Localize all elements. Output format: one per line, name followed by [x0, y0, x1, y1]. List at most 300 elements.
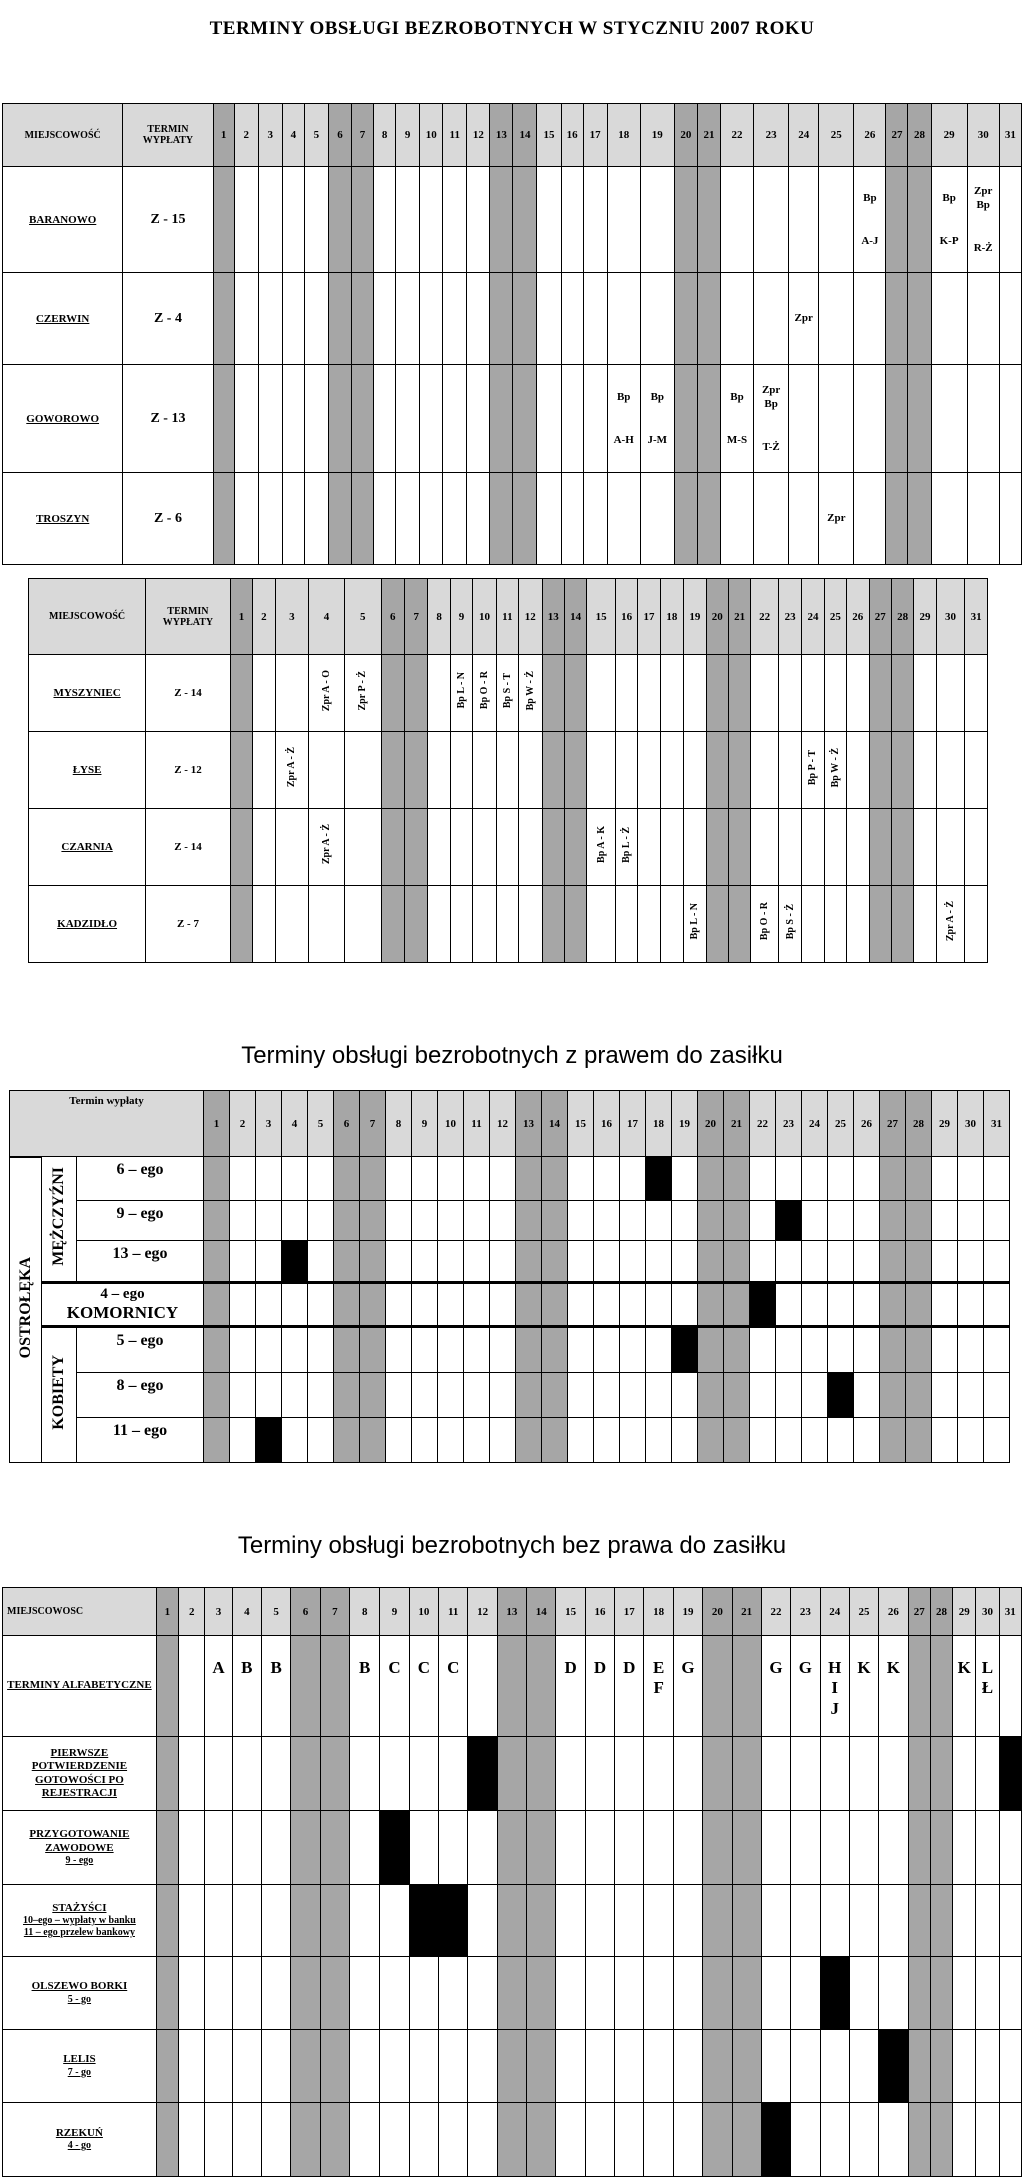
- town-name: MYSZYNIEC: [29, 655, 146, 732]
- day-header: 29: [931, 104, 967, 167]
- day-cell: [291, 1811, 320, 1885]
- day-cell: [519, 655, 542, 732]
- day-cell: [802, 1373, 828, 1418]
- day-cell: [344, 732, 381, 809]
- day-header: 20: [698, 1091, 724, 1157]
- day-cell: [396, 167, 420, 273]
- table-row: [29, 809, 988, 886]
- day-header: 19: [672, 1091, 698, 1157]
- table-with-benefit: [9, 1090, 1010, 1463]
- alphabet-letter: G: [681, 1658, 695, 1677]
- day-cell: [374, 167, 396, 273]
- day-cell: [404, 655, 427, 732]
- day-header: 31: [999, 1588, 1021, 1636]
- day-cell: [204, 1283, 230, 1327]
- day-cell: [234, 167, 258, 273]
- day-cell: [906, 1201, 932, 1241]
- day-cell: [967, 365, 999, 473]
- day-cell: [156, 2030, 178, 2103]
- day-cell: [380, 1957, 409, 2030]
- day-header: 18: [646, 1091, 672, 1157]
- day-cell: [673, 1636, 702, 1737]
- day-cell: [791, 2103, 820, 2177]
- day-cell: [561, 167, 583, 273]
- day-cell: [778, 809, 801, 886]
- page-title: TERMINY OBSŁUGI BEZROBOTNYCH W STYCZNIU 2007 ROKU: [209, 18, 815, 39]
- day-cell: [914, 655, 936, 732]
- schedule-entry: Bp S - T: [501, 672, 513, 709]
- group-men: [42, 1157, 77, 1283]
- day-header: 15: [556, 1588, 585, 1636]
- day-cell: [776, 1241, 802, 1283]
- alphabet-letter: K: [957, 1658, 971, 1677]
- day-cell: [824, 655, 846, 732]
- day-cell: [999, 1957, 1021, 2030]
- day-cell: [930, 2103, 952, 2177]
- day-header: 18: [644, 1588, 673, 1636]
- day-cell: [396, 365, 420, 473]
- day-cell: [542, 809, 564, 886]
- day-cell: [527, 2103, 556, 2177]
- day-cell: [750, 1241, 776, 1283]
- day-cell: [819, 473, 854, 565]
- day-cell: [205, 1885, 232, 1957]
- day-cell: [587, 809, 616, 886]
- day-cell: [828, 1157, 854, 1201]
- day-cell: [291, 2103, 320, 2177]
- day-cell: [999, 167, 1021, 273]
- day-header: 15: [568, 1091, 594, 1157]
- day-cell: [438, 1201, 464, 1241]
- day-cell: [673, 2030, 702, 2103]
- day-cell: [646, 1418, 672, 1463]
- day-cell: [751, 886, 779, 963]
- day-header: 29: [914, 579, 936, 655]
- day-cell: [439, 2103, 468, 2177]
- day-cell: [213, 473, 234, 565]
- table-row: [3, 167, 1022, 273]
- day-cell: [791, 1885, 820, 1957]
- schedule-entry: Bp W - Ż: [524, 670, 536, 711]
- day-cell: [428, 809, 450, 886]
- day-cell: [439, 1811, 468, 1885]
- day-header: 29: [932, 1091, 958, 1157]
- day-header: 18: [660, 579, 683, 655]
- day-cell: [674, 273, 697, 365]
- day-cell: [156, 2103, 178, 2177]
- day-cell: [351, 365, 373, 473]
- day-cell: [232, 1636, 261, 1737]
- row-label: 5 – ego: [77, 1327, 204, 1373]
- day-cell: [409, 1737, 438, 1811]
- day-cell: [490, 1327, 516, 1373]
- day-cell: [344, 809, 381, 886]
- day-cell: [931, 473, 967, 565]
- day-cell: [556, 1636, 585, 1737]
- day-cell: [638, 809, 660, 886]
- day-cell: [698, 1201, 724, 1241]
- day-cell: [179, 1737, 205, 1811]
- day-cell: [513, 273, 537, 365]
- table-row: [3, 1811, 1022, 1885]
- day-cell: [724, 1157, 750, 1201]
- day-header: 17: [638, 579, 660, 655]
- day-cell: [644, 1885, 673, 1957]
- day-header: 27: [869, 579, 891, 655]
- day-cell: [776, 1418, 802, 1463]
- day-cell: [936, 732, 965, 809]
- day-header: 23: [754, 104, 789, 167]
- day-cell: [932, 1373, 958, 1418]
- alphabet-letter: B: [270, 1658, 282, 1677]
- table-row: [10, 1327, 1010, 1373]
- day-cell: [527, 1957, 556, 2030]
- day-cell: [204, 1373, 230, 1418]
- day-cell: [854, 273, 886, 365]
- day-cell: [932, 1241, 958, 1283]
- row-label: 9 – ego: [77, 1201, 204, 1241]
- day-cell: [256, 1201, 282, 1241]
- section-title-without-benefit: Terminy obsługi bezrobotnych bez prawa do zasiłku: [237, 1532, 787, 1559]
- day-cell: [381, 732, 404, 809]
- day-cell: [854, 1157, 880, 1201]
- town-name: CZERWIN: [3, 273, 123, 365]
- day-cell: [350, 1636, 380, 1737]
- day-cell: [751, 809, 779, 886]
- day-cell: [537, 167, 561, 273]
- day-cell: [564, 809, 586, 886]
- day-cell: [776, 1373, 802, 1418]
- day-cell: [497, 2030, 526, 2103]
- day-cell: [720, 273, 753, 365]
- day-cell: [615, 886, 637, 963]
- day-cell: [412, 1241, 438, 1283]
- day-cell: [350, 2030, 380, 2103]
- day-cell: [412, 1373, 438, 1418]
- day-cell: [156, 1636, 178, 1737]
- day-cell: [309, 732, 345, 809]
- day-cell: [464, 1283, 490, 1327]
- schedule-entry: Bp A-J: [861, 191, 879, 247]
- group-label: MĘŻCZYŹNI: [50, 1167, 67, 1266]
- day-cell: [672, 1157, 698, 1201]
- day-header: 12: [468, 1588, 497, 1636]
- day-cell: [568, 1241, 594, 1283]
- day-cell: [615, 655, 637, 732]
- alphabet-letter: D: [564, 1658, 577, 1677]
- day-cell: [931, 365, 967, 473]
- day-cell: [819, 167, 854, 273]
- day-cell: [490, 365, 513, 473]
- row-label-main: PIERWSZE POTWIERDZENIE GOTOWOŚCI PO REJESTRACJI: [31, 1747, 128, 1799]
- row-label-sub: 10–ego – wypłaty w banku 11 – ego przelew bankowy: [22, 1915, 136, 1939]
- schedule-entry: Bp W - Ż: [829, 747, 841, 788]
- day-cell: [396, 473, 420, 565]
- day-cell: [615, 2103, 644, 2177]
- day-cell: [854, 167, 886, 273]
- town-name: GOWOROWO: [3, 365, 123, 473]
- day-cell: [516, 1418, 542, 1463]
- schedule-entry: Zpr A - Ż: [944, 901, 956, 942]
- day-cell: [412, 1283, 438, 1327]
- day-cell: [791, 1636, 820, 1737]
- day-cell: [542, 1241, 568, 1283]
- day-cell: [880, 1283, 906, 1327]
- day-cell: [967, 167, 999, 273]
- day-cell: [468, 2030, 497, 2103]
- day-cell: [516, 1201, 542, 1241]
- day-cell: [754, 365, 789, 473]
- day-cell: [789, 365, 819, 473]
- day-header: 7: [351, 104, 373, 167]
- day-cell: [468, 1957, 497, 2030]
- payment-term: Z - 4: [123, 273, 213, 365]
- day-cell: [282, 1201, 308, 1241]
- day-cell: [732, 1885, 761, 1957]
- day-cell: [205, 2030, 232, 2103]
- day-cell: [644, 2103, 673, 2177]
- day-cell: [350, 1737, 380, 1811]
- day-cell: [232, 1957, 261, 2030]
- day-cell: [568, 1201, 594, 1241]
- day-cell: [360, 1418, 386, 1463]
- day-cell: [886, 167, 908, 273]
- day-cell: [232, 1885, 261, 1957]
- day-cell: [527, 1636, 556, 1737]
- day-cell: [820, 1811, 849, 1885]
- day-cell: [908, 273, 931, 365]
- day-cell: [275, 732, 309, 809]
- day-header: 23: [778, 579, 801, 655]
- day-cell: [819, 273, 854, 365]
- day-cell: [351, 273, 373, 365]
- day-header: 5: [304, 104, 328, 167]
- day-cell: [880, 1157, 906, 1201]
- alphabet-letter: H I J: [828, 1658, 842, 1718]
- day-cell: [585, 1636, 614, 1737]
- day-header: 26: [854, 104, 886, 167]
- day-header: 20: [703, 1588, 732, 1636]
- day-cell: [673, 1957, 702, 2030]
- schedule-entry: Zpr Bp T-Ż: [761, 383, 781, 453]
- day-cell: [638, 655, 660, 732]
- day-header: 22: [761, 1588, 790, 1636]
- day-cell: [728, 732, 750, 809]
- day-cell: [761, 1636, 790, 1737]
- day-cell: [908, 1885, 930, 1957]
- payment-day-marker: [776, 1201, 802, 1241]
- day-cell: [438, 1373, 464, 1418]
- day-header: 28: [891, 579, 913, 655]
- payment-day-marker: [828, 1373, 854, 1418]
- group-label: KOBIETY: [50, 1355, 67, 1430]
- alphabet-letter: B: [359, 1658, 371, 1677]
- day-cell: [519, 732, 542, 809]
- day-cell: [450, 732, 472, 809]
- day-header: 12: [519, 579, 542, 655]
- day-cell: [620, 1241, 646, 1283]
- day-header: 3: [256, 1091, 282, 1157]
- row-label: [42, 1283, 204, 1327]
- day-header: 27: [880, 1091, 906, 1157]
- day-cell: [644, 1811, 673, 1885]
- day-cell: [999, 1636, 1021, 1737]
- day-cell: [380, 2030, 409, 2103]
- day-cell: [847, 732, 869, 809]
- day-cell: [958, 1241, 984, 1283]
- day-cell: [360, 1241, 386, 1283]
- day-cell: [464, 1373, 490, 1418]
- day-cell: [999, 365, 1021, 473]
- day-header: 25: [828, 1091, 854, 1157]
- day-cell: [820, 1737, 849, 1811]
- day-cell: [253, 732, 275, 809]
- day-cell: [380, 1885, 409, 1957]
- day-cell: [428, 732, 450, 809]
- day-cell: [684, 809, 706, 886]
- day-cell: [698, 1283, 724, 1327]
- day-cell: [490, 1241, 516, 1283]
- day-header: 20: [706, 579, 728, 655]
- day-header: 14: [564, 579, 586, 655]
- day-cell: [776, 1283, 802, 1327]
- day-cell: [556, 1885, 585, 1957]
- table-row: [3, 1737, 1022, 1811]
- day-header: 7: [320, 1588, 349, 1636]
- payment-day-marker: [750, 1283, 776, 1327]
- day-cell: [728, 809, 750, 886]
- day-cell: [640, 273, 674, 365]
- day-cell: [640, 167, 674, 273]
- day-cell: [464, 1201, 490, 1241]
- day-cell: [703, 1737, 732, 1811]
- day-cell: [906, 1283, 932, 1327]
- day-cell: [854, 1283, 880, 1327]
- day-cell: [750, 1373, 776, 1418]
- day-header: 4: [232, 1588, 261, 1636]
- day-cell: [320, 2103, 349, 2177]
- day-cell: [906, 1418, 932, 1463]
- day-cell: [984, 1201, 1010, 1241]
- day-cell: [497, 1957, 526, 2030]
- day-cell: [703, 1885, 732, 1957]
- day-cell: [282, 473, 304, 565]
- row-label: 11 – ego: [77, 1418, 204, 1463]
- day-cell: [849, 2103, 878, 2177]
- day-cell: [976, 1957, 999, 2030]
- day-cell: [230, 1418, 256, 1463]
- day-cell: [253, 655, 275, 732]
- day-cell: [697, 365, 720, 473]
- service-day-marker: [468, 1737, 497, 1811]
- day-cell: [561, 273, 583, 365]
- day-header: 10: [409, 1588, 438, 1636]
- day-cell: [644, 2030, 673, 2103]
- day-cell: [908, 1636, 930, 1737]
- day-cell: [556, 1737, 585, 1811]
- day-header: 13: [490, 104, 513, 167]
- header-row: [3, 104, 1022, 167]
- day-cell: [999, 1885, 1021, 1957]
- day-cell: [230, 1327, 256, 1373]
- day-cell: [620, 1418, 646, 1463]
- day-cell: [660, 732, 683, 809]
- day-header: 19: [684, 579, 706, 655]
- day-cell: [205, 2103, 232, 2177]
- day-cell: [542, 1373, 568, 1418]
- day-cell: [585, 1885, 614, 1957]
- day-cell: [706, 886, 728, 963]
- day-header: 26: [879, 1588, 908, 1636]
- day-cell: [791, 2030, 820, 2103]
- day-cell: [880, 1201, 906, 1241]
- day-cell: [542, 655, 564, 732]
- day-cell: [386, 1373, 412, 1418]
- day-header: 12: [490, 1091, 516, 1157]
- day-header: 24: [802, 1091, 828, 1157]
- day-cell: [496, 655, 518, 732]
- row-label-main: LELIS: [63, 2053, 96, 2066]
- day-cell: [869, 886, 891, 963]
- day-cell: [761, 1957, 790, 2030]
- schedule-entry: Bp A - K: [595, 826, 607, 863]
- day-cell: [443, 273, 467, 365]
- day-cell: [516, 1373, 542, 1418]
- day-header: 16: [585, 1588, 614, 1636]
- day-cell: [958, 1373, 984, 1418]
- day-header: 11: [443, 104, 467, 167]
- day-cell: [179, 2103, 205, 2177]
- day-cell: [672, 1241, 698, 1283]
- day-cell: [849, 1885, 878, 1957]
- day-cell: [802, 1418, 828, 1463]
- day-cell: [513, 473, 537, 565]
- schedule-entry: Bp J-M: [647, 390, 668, 446]
- day-cell: [847, 809, 869, 886]
- day-cell: [879, 1957, 908, 2030]
- day-cell: [644, 1737, 673, 1811]
- day-cell: [156, 1737, 178, 1811]
- day-cell: [308, 1201, 334, 1241]
- day-cell: [953, 1811, 976, 1885]
- day-cell: [258, 365, 282, 473]
- day-cell: [854, 473, 886, 565]
- group-women: [42, 1327, 77, 1463]
- day-cell: [754, 273, 789, 365]
- day-cell: [828, 1201, 854, 1241]
- column-header-town: MIEJSCOWOŚĆ: [3, 104, 123, 167]
- day-cell: [308, 1327, 334, 1373]
- day-cell: [412, 1201, 438, 1241]
- day-cell: [308, 1418, 334, 1463]
- day-cell: [615, 809, 637, 886]
- day-header: 1: [230, 579, 252, 655]
- day-cell: [778, 886, 801, 963]
- day-cell: [620, 1283, 646, 1327]
- day-cell: [880, 1373, 906, 1418]
- table-row: [3, 1957, 1022, 2030]
- day-cell: [230, 732, 252, 809]
- day-cell: [761, 1885, 790, 1957]
- day-cell: [976, 2030, 999, 2103]
- day-header: 25: [819, 104, 854, 167]
- payment-day-marker: [256, 1418, 282, 1463]
- day-cell: [583, 167, 607, 273]
- day-cell: [953, 1737, 976, 1811]
- day-cell: [984, 1157, 1010, 1201]
- day-cell: [728, 886, 750, 963]
- day-cell: [516, 1157, 542, 1201]
